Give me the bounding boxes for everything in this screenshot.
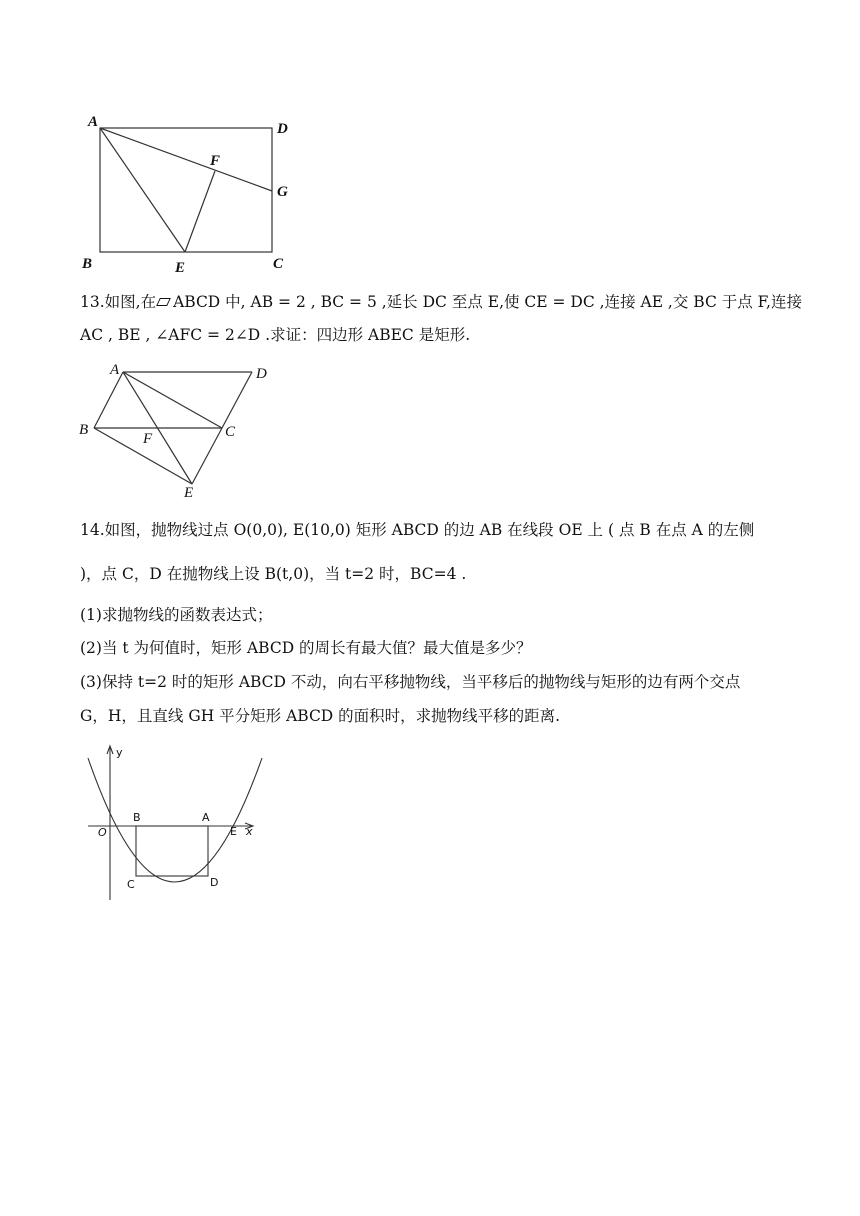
q13-text-rest: ABCD 中, AB = 2 , BC = 5 ,延长 DC 至点 E,使 CE = DC ,连接 AE ,交 BC 于点 F,连接 [173, 293, 802, 311]
label-b: B [133, 811, 141, 824]
label-e: E [230, 825, 237, 838]
label-b: B [79, 422, 89, 438]
label-a: A [110, 362, 120, 378]
figure-rectangle-abcd [70, 108, 310, 278]
label-d: D [256, 366, 267, 382]
q14-sub-2: (2)当 t 为何值时，矩形 ABCD 的周长有最大值？最大值是多少？ [80, 639, 532, 657]
label-c: C [273, 256, 284, 272]
label-e: E [184, 485, 194, 500]
label-c: C [225, 424, 236, 440]
q14-sub-3a: (3)保持 t=2 时的矩形 ABCD 不动，向右平移抛物线，当平移后的抛物线与矩形的边有两个交点 [80, 673, 741, 691]
label-o: O [98, 826, 107, 839]
q14-line-1: 14.如图，抛物线过点 O(0,0), E(10,0) 矩形 ABCD 的边 AB 在线段 OE 上 ( 点 B 在点 A 的左侧 [80, 521, 755, 539]
label-y: y [116, 746, 123, 759]
label-a: A [202, 811, 210, 824]
label-f: F [210, 153, 221, 169]
figure-parabola [80, 740, 270, 910]
label-g: G [277, 184, 288, 200]
label-d: D [277, 121, 288, 137]
q14-line-2: )，点 C，D 在抛物线上设 B(t,0)，当 t=2 时，BC=4 . [80, 565, 467, 583]
label-a: A [88, 114, 99, 130]
q13-text-start: 13.如图,在 [80, 293, 157, 311]
q13-line-1 [80, 291, 802, 313]
label-b: B [82, 256, 93, 272]
label-x: x [246, 825, 253, 838]
label-f: F [143, 431, 153, 447]
parallelogram-icon [156, 298, 171, 306]
figure-parallelogram [75, 360, 285, 500]
q13-line-2: AC , BE , ∠AFC = 2∠D .求证：四边形 ABEC 是矩形. [80, 326, 471, 344]
label-c: C [127, 878, 135, 891]
label-d: D [210, 876, 219, 889]
q14-sub-3b: G，H，且直线 GH 平分矩形 ABCD 的面积时，求抛物线平移的距离. [80, 707, 561, 725]
label-e: E [175, 260, 186, 276]
q14-sub-1: (1)求抛物线的函数表达式； [80, 606, 273, 624]
